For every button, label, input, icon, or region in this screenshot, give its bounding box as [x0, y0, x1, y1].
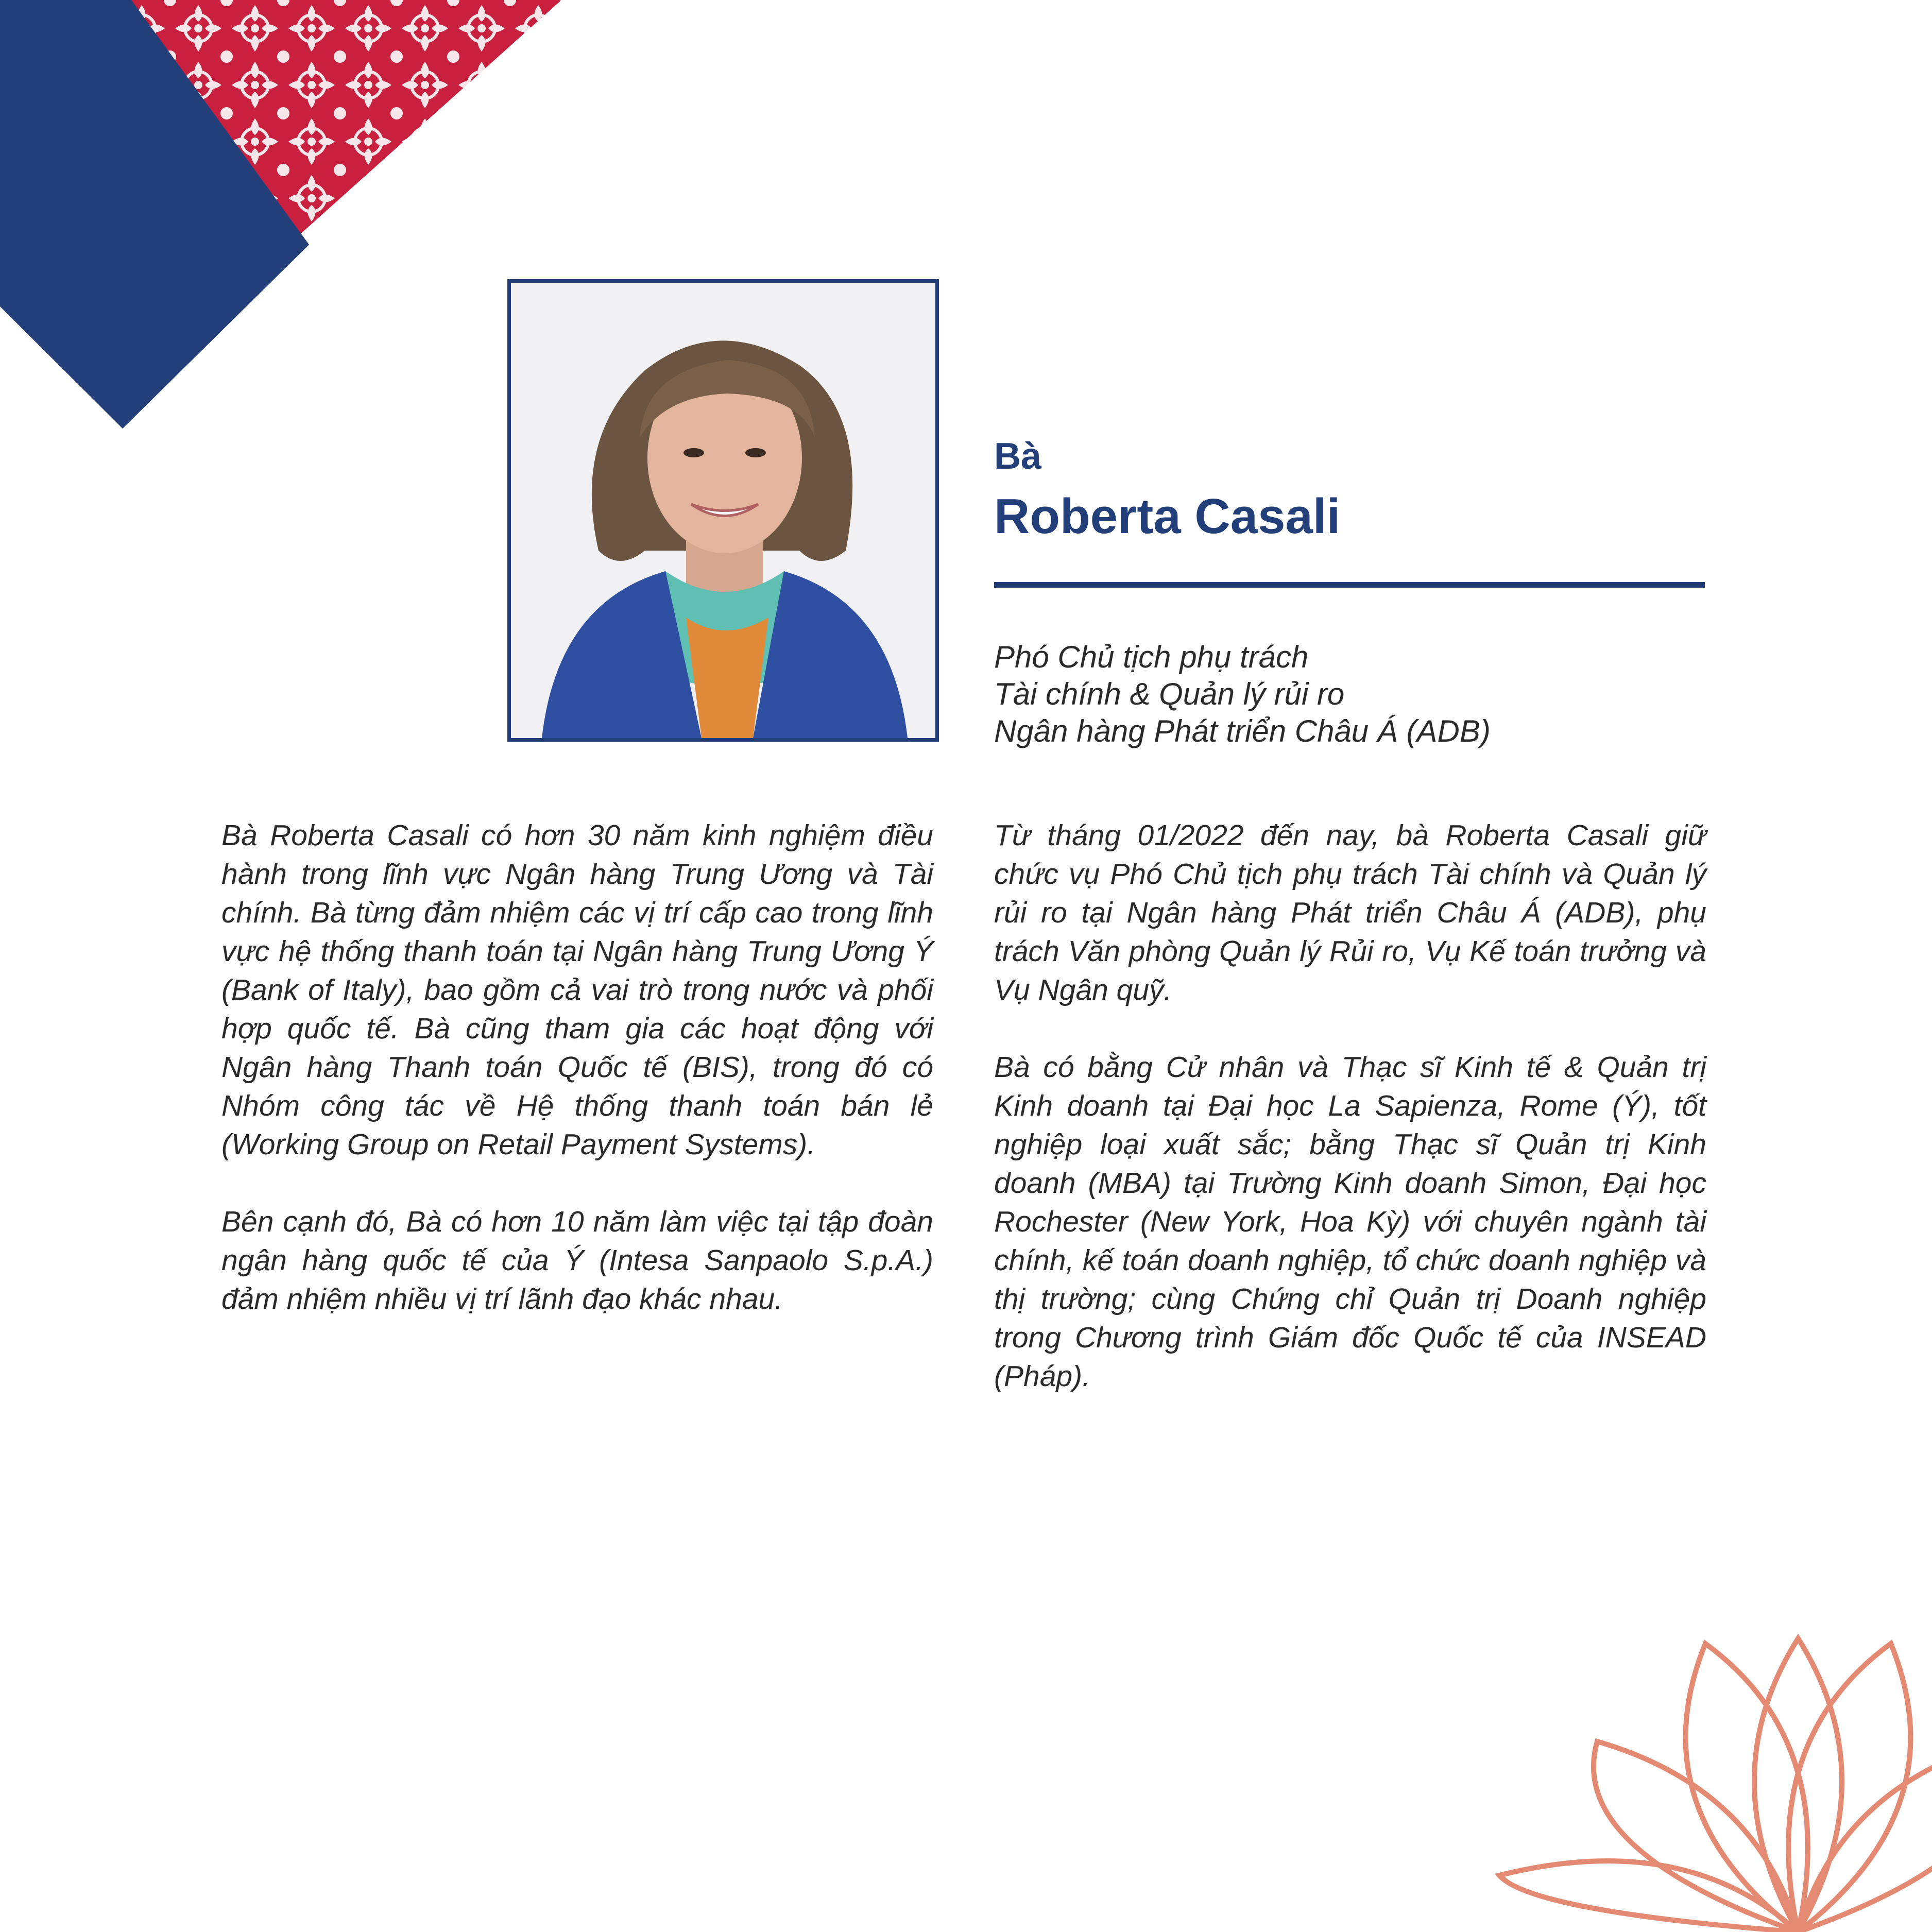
bio-paragraph: Bên cạnh đó, Bà có hơn 10 năm làm việc tại tập đoàn ngân hàng quốc tế của Ý (Intesa Sanpaolo S.p.A.) đảm nhiệm nhiều vị trí lãnh đạo khác nhau.: [221, 1205, 933, 1315]
bio-paragraph: Bà Roberta Casali có hơn 30 năm kinh nghiệm điều hành trong lĩnh vực Ngân hàng Trung Ương và Tài chính. Bà từng đảm nhiệm các vị trí cấp cao trong lĩnh vực hệ thống thanh toán tại Ngân hàng Trung Ương Ý (Bank of Italy), bao gồm cả vai trò trong nước và phối hợp quốc tế. Bà cũng tham gia các hoạt động với Ngân hàng Thanh toán Quốc tế (BIS), trong đó có Nhóm công tác về Hệ thống thanh toán bán lẻ (Working Group on Retail Payment Systems).: [221, 819, 933, 1161]
role-line: Phó Chủ tịch phụ trách: [994, 640, 1309, 674]
role-line: Tài chính & Quản lý rủi ro: [994, 677, 1345, 711]
role-line: Ngân hàng Phát triển Châu Á (ADB): [994, 714, 1491, 748]
bio-left-column: [221, 816, 933, 1357]
role-title: [994, 639, 1491, 750]
bio-right-column: [994, 816, 1706, 1434]
corner-decoration: [0, 0, 567, 433]
honorific: Bà: [994, 436, 1042, 477]
lotus-decoration: [1468, 1520, 1932, 1932]
portrait-photo: [507, 279, 939, 742]
person-name: Roberta Casali: [994, 489, 1341, 544]
name-divider: [994, 582, 1705, 588]
bio-paragraph: Bà có bằng Cử nhân và Thạc sĩ Kinh tế & Quản trị Kinh doanh tại Đại học La Sapienza, Rome (Ý), tốt nghiệp loại xuất sắc; bằng Thạc sĩ Quản trị Kinh doanh (MBA) tại Trường Kinh doanh Simon, Đại học Rochester (New York, Hoa Kỳ) với chuyên ngành tài chính, kế toán doanh nghiệp, tổ chức doanh nghiệp và thị trường; cùng Chứng chỉ Quản trị Doanh nghiệp trong Chương trình Giám đốc Quốc tế của INSEAD (Pháp).: [994, 1051, 1706, 1393]
bio-paragraph: Từ tháng 01/2022 đến nay, bà Roberta Casali giữ chức vụ Phó Chủ tịch phụ trách Tài chính và Quản lý rủi ro tại Ngân hàng Phát triển Châu Á (ADB), phụ trách Văn phòng Quản lý Rủi ro, Vụ Kế toán trưởng và Vụ Ngân quỹ.: [994, 819, 1706, 1006]
